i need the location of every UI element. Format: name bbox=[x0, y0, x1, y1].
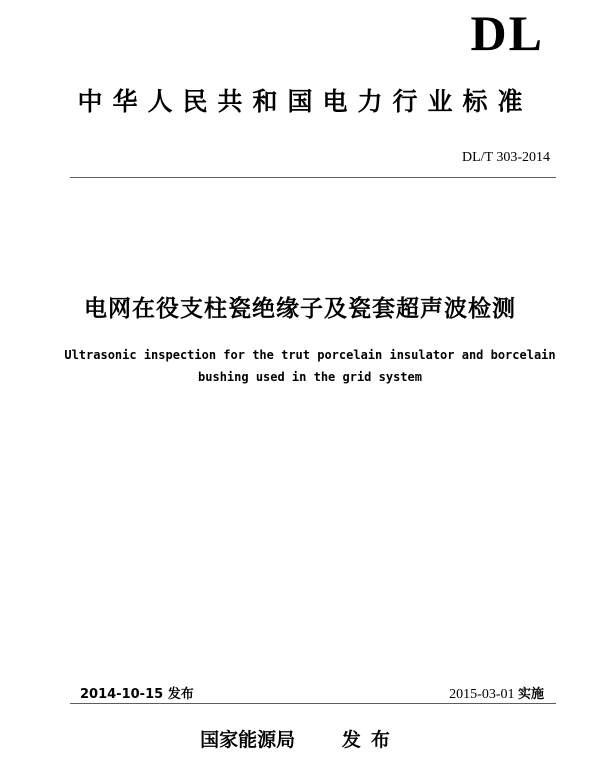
issue-date: 2014-10-15 bbox=[80, 687, 164, 702]
standard-category-title: 中华人民共和国电力行业标准 bbox=[77, 87, 533, 116]
issuer-name: 国家能源局 bbox=[200, 729, 296, 751]
issuer-action: 发布 bbox=[341, 729, 400, 751]
issue-label: 发布 bbox=[167, 687, 194, 702]
top-divider bbox=[70, 177, 556, 178]
bottom-divider bbox=[70, 703, 556, 704]
document-title-chinese: 电网在役支柱瓷绝缘子及瓷套超声波检测 bbox=[84, 296, 516, 322]
implement-date-line bbox=[449, 683, 544, 703]
issue-date-line bbox=[80, 683, 194, 702]
issuer-line bbox=[0, 725, 600, 752]
implement-date: 2015-03-01 bbox=[449, 687, 515, 702]
standard-number: DL/T 303-2014 bbox=[461, 150, 550, 165]
implement-label: 实施 bbox=[517, 687, 544, 702]
document-title-english: Ultrasonic inspection for the trut porcelain insulator and borcelain bushing used in the grid system bbox=[64, 348, 556, 384]
dl-logo: DL bbox=[470, 5, 544, 61]
